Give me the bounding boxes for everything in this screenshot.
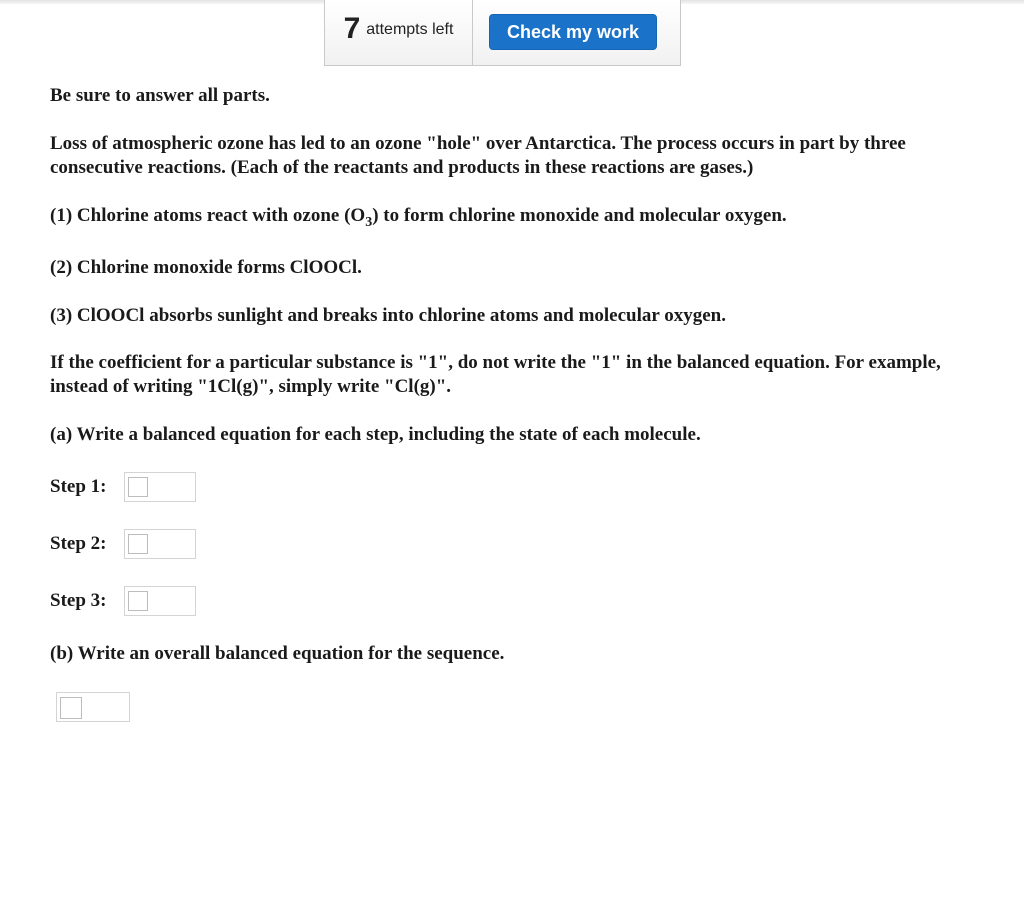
attempts-indicator [325, 0, 473, 65]
reaction-1-before: (1) Chlorine atoms react with ozone (O [50, 205, 366, 226]
step-3-label: Step 3: [50, 590, 107, 611]
part-a-prompt: (a) Write a balanced equation for each step, including the state of each molecule. [50, 424, 701, 445]
reaction-1-text [50, 204, 787, 228]
instruction-text: Be sure to answer all parts. [50, 85, 270, 106]
step-1-label: Step 1: [50, 476, 107, 497]
part-b-prompt: (b) Write an overall balanced equation for the sequence. [50, 643, 505, 664]
step-1-input-cursor-box [128, 477, 148, 497]
ozone-subscript: 3 [365, 214, 373, 230]
overall-input-cursor-box [60, 697, 82, 719]
coefficient-note: If the coefficient for a particular substance is "1", do not write the "1" in the balanced equation. For example, instead of writing "1Cl(g)", simply write "Cl(g)". [50, 352, 941, 397]
step-1-row [50, 472, 196, 502]
step-3-input-cursor-box [128, 591, 148, 611]
intro-paragraph: Loss of atmospheric ozone has led to an ozone "hole" over Antarctica. The process occurs in part by three consecutive reactions. (Each of the reactants and products in these reactions are gases.) [50, 133, 906, 178]
step-3-row [50, 586, 196, 616]
step-3-equation-input[interactable] [124, 586, 196, 616]
step-2-label: Step 2: [50, 533, 107, 554]
assignment-toolbar [324, 0, 681, 66]
step-2-input-cursor-box [128, 534, 148, 554]
check-button-container [473, 0, 680, 65]
reaction-3-text: (3) ClOOCl absorbs sunlight and breaks into chlorine atoms and molecular oxygen. [50, 305, 726, 326]
reaction-1-after: ) to form chlorine monoxide and molecular oxygen. [372, 205, 787, 226]
check-my-work-button[interactable]: Check my work [489, 14, 657, 50]
step-1-equation-input[interactable] [124, 472, 196, 502]
overall-equation-input[interactable] [56, 692, 130, 722]
step-2-equation-input[interactable] [124, 529, 196, 559]
attempts-label: attempts left [366, 21, 454, 38]
step-2-row [50, 529, 196, 559]
attempts-count: 7 [343, 12, 361, 45]
reaction-2-text: (2) Chlorine monoxide forms ClOOCl. [50, 257, 362, 278]
